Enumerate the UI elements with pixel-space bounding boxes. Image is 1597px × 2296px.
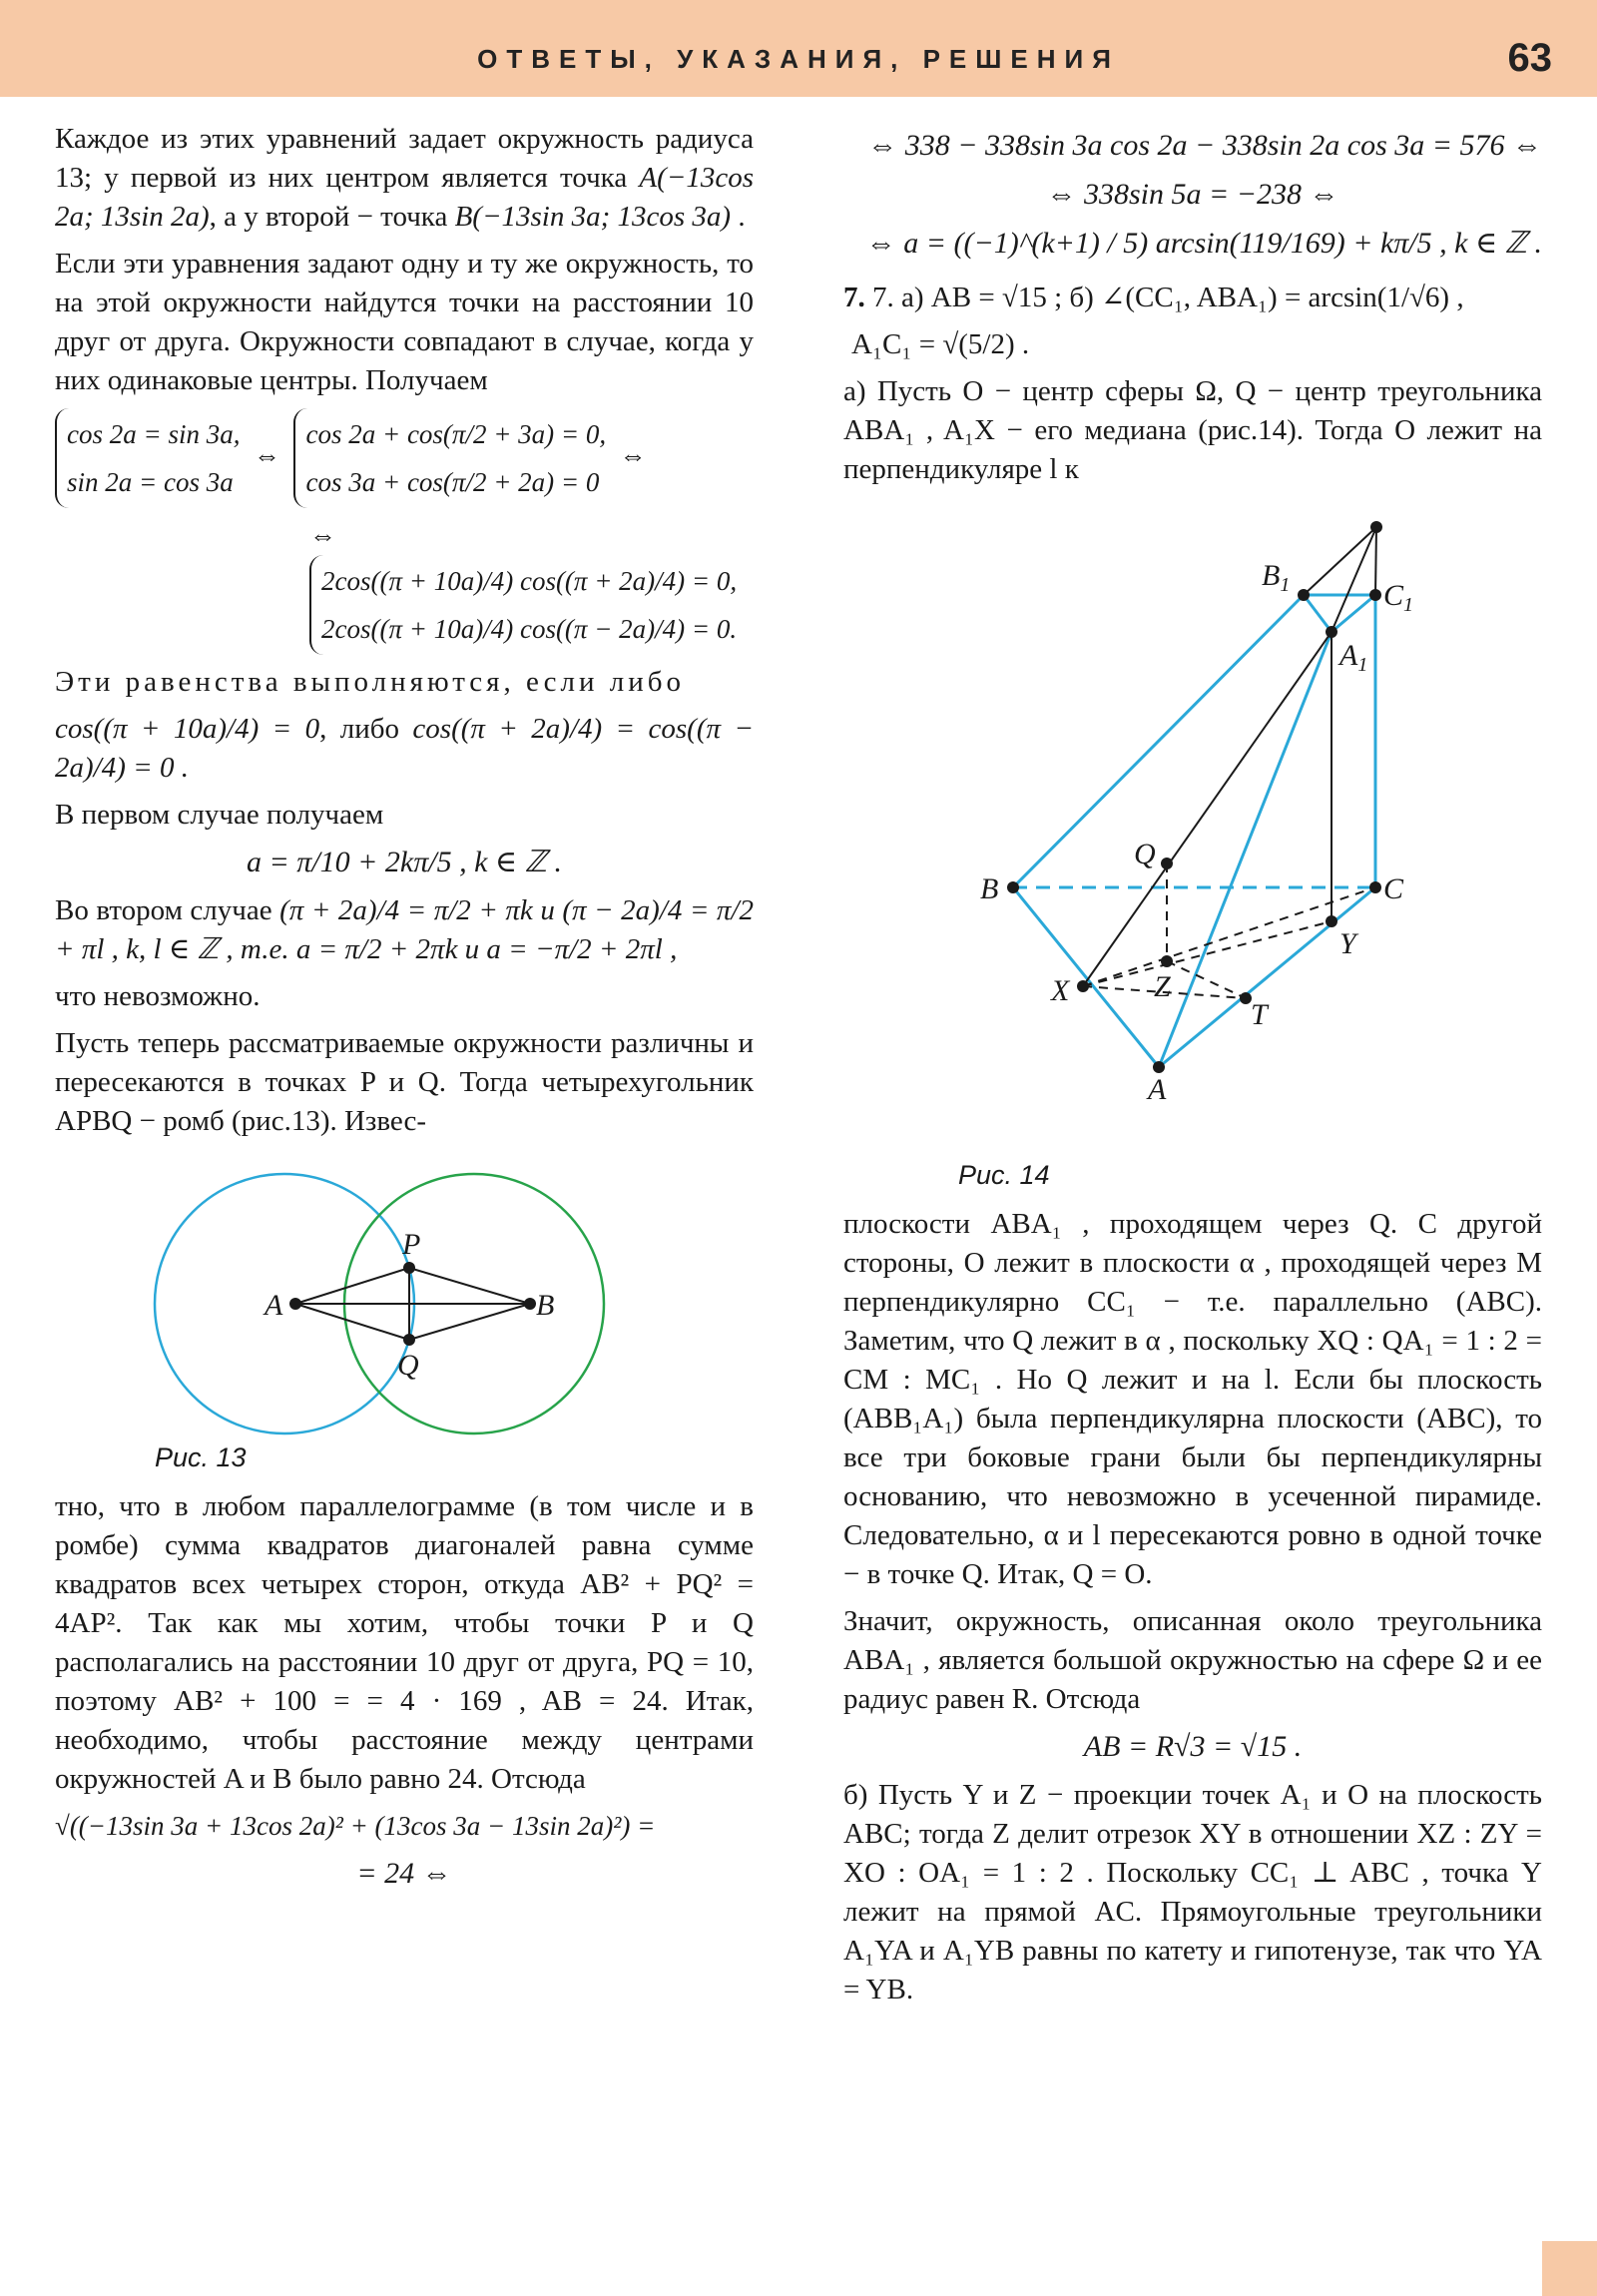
- segment-ap: [295, 1268, 409, 1304]
- paragraph-equalities: Эти равенства выполняются, если либо: [55, 666, 685, 698]
- point-q: [1161, 858, 1173, 869]
- equation-ab: AB = R√3 = √15 .: [1083, 1730, 1303, 1763]
- paragraph-parallelogram: тно, что в любом параллелограмме (в том числе и в ромбе) сумма квадратов диагоналей равна сумме квадратов всех четырех сторон, откуда AB² + PQ² = 4AP². Так как мы хотим, чтобы точки P и Q располагались на расстоянии 10 друг от друга, PQ = 10, поэтому AB² + 100 = = 4 · 169 , AB = 24. Итак, необходимо, чтобы расстояние между центрами окружностей A и B было равно 24. Отсюда: [55, 1490, 754, 1795]
- segment-bq: [409, 1304, 530, 1340]
- point-q: [403, 1334, 415, 1346]
- equation-r3: ⇔ a = ((−1)^(k+1) / 5) arcsin(119/169) + kπ/5 , k ∈ ℤ .: [865, 227, 1542, 260]
- system-3: 2cos((π + 10a)/4) cos((π + 2a)/4) = 0, 2cos((π + 10a)/4) cos((π − 2a)/4) = 0.: [309, 555, 737, 655]
- edge-b1-a1: [1304, 595, 1331, 632]
- paragraph-center: а) Пусть O − центр сферы Ω, Q − центр треугольника ABA₁ , A₁X − его медиана (рис.14). Тогда O лежит на перпендикуляре l к: [843, 375, 1542, 485]
- line-apex-a1: [1331, 527, 1376, 632]
- point-b-expr: B(−13sin 3a; 13cos 3a): [454, 201, 732, 233]
- edge-a-c: [1159, 887, 1375, 1067]
- paragraph-impossible: что невозможно.: [55, 980, 261, 1012]
- paragraph-rhombus: Пусть теперь рассматриваемые окружности различны и пересекаются в точках P и Q. Тогда четырехугольник APBQ − ромб (рис.13). Извес-: [55, 1027, 754, 1137]
- label-b1: $B_1$: [1262, 559, 1291, 596]
- system-1: cos 2a = sin 3a, sin 2a = cos 3a: [55, 408, 240, 508]
- line-a1-x: [1083, 632, 1331, 986]
- paragraph-same-circle: Если эти уравнения задают одну и ту же окружность, то на этой окружности найдутся точки на расстоянии 10 друг от друга. Окружности совпадают в случае, когда у них одинаковые центры. Получаем: [55, 248, 754, 396]
- point-b1: [1298, 589, 1310, 601]
- system-2: cos 2a + cos(π/2 + 3a) = 0, cos 3a + cos(π/2 + 2a) = 0: [293, 408, 606, 508]
- equation-distance-end: = 24 ⇔: [356, 1857, 452, 1890]
- segment-qa: [295, 1304, 409, 1340]
- label-y: Y: [1339, 927, 1356, 960]
- point-c: [1369, 881, 1381, 893]
- label-p: P: [402, 1228, 421, 1261]
- label-a1: $A_1$: [1339, 639, 1368, 676]
- paragraph-either: cos((π + 10a)/4) = 0, либо cos((π + 2a)/4) = cos((π − 2a)/4) = 0 .: [55, 713, 754, 784]
- left-column: [55, 120, 754, 1903]
- point-apex: [1370, 521, 1382, 533]
- label-a: A: [265, 1289, 283, 1322]
- label-z: Z: [1154, 970, 1171, 1003]
- label-c: C: [1383, 872, 1404, 905]
- equation-case1: a = π/10 + 2kπ/5 , k ∈ ℤ .: [247, 846, 562, 878]
- point-p: [403, 1262, 415, 1274]
- equation-r1: ⇔ 338 − 338sin 3a cos 2a − 338sin 2a cos 3a = 576 ⇔: [867, 129, 1542, 162]
- point-a: [289, 1298, 301, 1310]
- line-apex-b1: [1304, 527, 1376, 595]
- point-x: [1077, 980, 1089, 992]
- system-3-row: ⇔ 2cos((π + 10a)/4) cos((π + 2a)/4) = 0, 2cos((π + 10a)/4) cos((π − 2a)/4) = 0.: [55, 516, 754, 655]
- header-title: ОТВЕТЫ, УКАЗАНИЯ, РЕШЕНИЯ: [477, 44, 1120, 74]
- figure-14: [843, 497, 1542, 1156]
- point-y: [1326, 915, 1337, 927]
- label-c1: $C_1$: [1383, 579, 1414, 616]
- edge-b-b1: [1013, 595, 1304, 887]
- edge-b-a: [1013, 887, 1159, 1067]
- paragraph-plane: плоскости ABA₁ , проходящем через Q. С другой стороны, O лежит в плоскости α , проходящей через M перпендикулярно CC₁ − т.е. параллельно (ABC). Заметим, что Q лежит в α , поскольку XQ : QA₁ = 1 : 2 = CM : MC₁ . Но Q лежит и на l. Если бы плоскость (ABB₁A₁) была перпендикулярна плоскости (ABC), то все три боковые грани были бы перпендикулярны основанию, что невозможно в усеченной пирамиде. Следовательно, α и l пересекаются ровно в одной точке − в точке Q. Итак, Q = O.: [843, 1208, 1542, 1590]
- paragraph-intro: Каждое из этих уравнений задает окружность радиуса 13; у первой из них центром является точка A(−13cos 2a; 13sin 2a), а у второй − точка B(−13sin 3a; 13cos 3a) .: [55, 123, 754, 233]
- page-header: [0, 0, 1597, 97]
- label-x: X: [1051, 974, 1070, 1007]
- label-b: B: [536, 1289, 555, 1322]
- system-equivalence: cos 2a = sin 3a, sin 2a = cos 3a ⇔ cos 2a + cos(π/2 + 3a) = 0, cos 3a + cos(π/2 + 2a) = 0 ⇔: [55, 408, 754, 508]
- label-q: Q: [397, 1349, 419, 1382]
- label-a: A: [1148, 1073, 1167, 1106]
- paragraph-great-circle: Значит, окружность, описанная около треугольника ABA₁ , является большой окружностью на сфере Ω и ее радиус равен R. Отсюда: [843, 1605, 1542, 1715]
- page-number: 63: [1507, 36, 1552, 80]
- point-b: [524, 1298, 536, 1310]
- point-a1: [1326, 626, 1337, 638]
- line-x-c: [1083, 887, 1375, 986]
- edge-a1-c1: [1331, 595, 1375, 632]
- paragraph-case2: Во втором случае (π + 2a)/4 = π/2 + πk и (π − 2a)/4 = π/2 + πl , k, l ∈ ℤ , т.е. a = π/2 + 2πk и a = −π/2 + 2πl ,: [55, 894, 755, 965]
- paragraph-case1: В первом случае получаем: [55, 799, 384, 831]
- figure-13: [55, 1149, 754, 1438]
- line-apex-c1: [1375, 527, 1376, 595]
- figure-13-caption: Рис. 13: [155, 1442, 247, 1472]
- paragraph-projections: б) Пусть Y и Z − проекции точек A₁ и O на плоскость ABC; тогда Z делит отрезок XY в отношении XZ : ZY = XO : OA₁ = 1 : 2 . Поскольку CC₁ ⊥ ABC , точка Y лежит на прямой AC. Прямоугольные треугольники A₁YA и A₁YB равны по катету и гипотенузе, так что YA = YB.: [843, 1779, 1542, 2006]
- point-a: [1153, 1061, 1165, 1073]
- label-b: B: [980, 872, 999, 905]
- problem-7-answer2: A₁C₁ = √(5/2) .: [851, 328, 1030, 360]
- segment-pb: [409, 1268, 530, 1304]
- page-corner-tab: [1542, 2241, 1597, 2296]
- point-z: [1161, 955, 1173, 967]
- label-q: Q: [1134, 838, 1156, 870]
- label-t: T: [1251, 998, 1268, 1031]
- point-c1: [1369, 589, 1381, 601]
- right-column: [843, 120, 1542, 2017]
- point-b: [1007, 881, 1019, 893]
- equation-r2: ⇔ 338sin 5a = −238 ⇔: [1046, 178, 1339, 211]
- equation-distance: √((−13sin 3a + 13cos 2a)² + (13cos 3a − 13sin 2a)²) =: [55, 1811, 656, 1841]
- point-a-expr: A(−13cos 2a; 13sin 2a): [55, 162, 754, 233]
- figure-14-caption: Рис. 14: [958, 1160, 1050, 1190]
- problem-7-answer: 7. 7. а) AB = √15 ; б) ∠(CC₁, ABA₁) = arcsin(1/√6) ,: [843, 282, 1464, 313]
